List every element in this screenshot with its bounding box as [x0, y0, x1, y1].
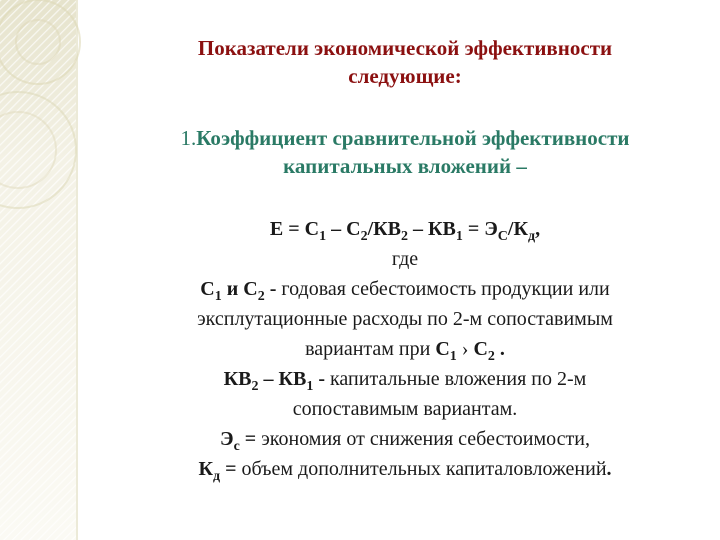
definition-ec: $Э_с$ = экономия от снижения себестоимости, — [220, 428, 590, 454]
definition-kd: $К_д$ = объем дополнительных капиталовложений. — [198, 458, 612, 484]
definition-kv-line-2: сопоставимым вариантам. — [292, 398, 518, 420]
slide-title-line-2: следующие: — [348, 64, 462, 88]
section-heading-text: Коэффициент сравнительной эффективности — [196, 126, 630, 150]
where-label: где — [391, 248, 419, 270]
definition-c1-c2-line-3: вариантам при $С_1$ › $С_2$ . — [305, 338, 505, 364]
section-number: 1. — [180, 126, 197, 150]
definition-kv: $КВ_2 - КВ_1$ - капитальные вложения по 2-м — [223, 368, 587, 394]
slide-title-line-1: Показатели экономической эффективности — [197, 36, 613, 60]
section-heading-line-2: капитальных вложений – — [283, 154, 527, 178]
left-strip-edge — [76, 0, 78, 540]
definition-c1-c2: $С_1$ и $С_2$ - годовая себестоимость продукции или — [200, 278, 610, 304]
section-heading-line-1 — [90, 125, 720, 151]
definition-c1-c2-line-2: эксплутационные расходы по 2-м сопоставимым — [197, 308, 613, 330]
left-strip-hatch — [0, 0, 78, 540]
formula: $Е = С_1 - С_2/КВ_2 - КВ_1 = Э_С/К_д$, — [269, 218, 541, 244]
